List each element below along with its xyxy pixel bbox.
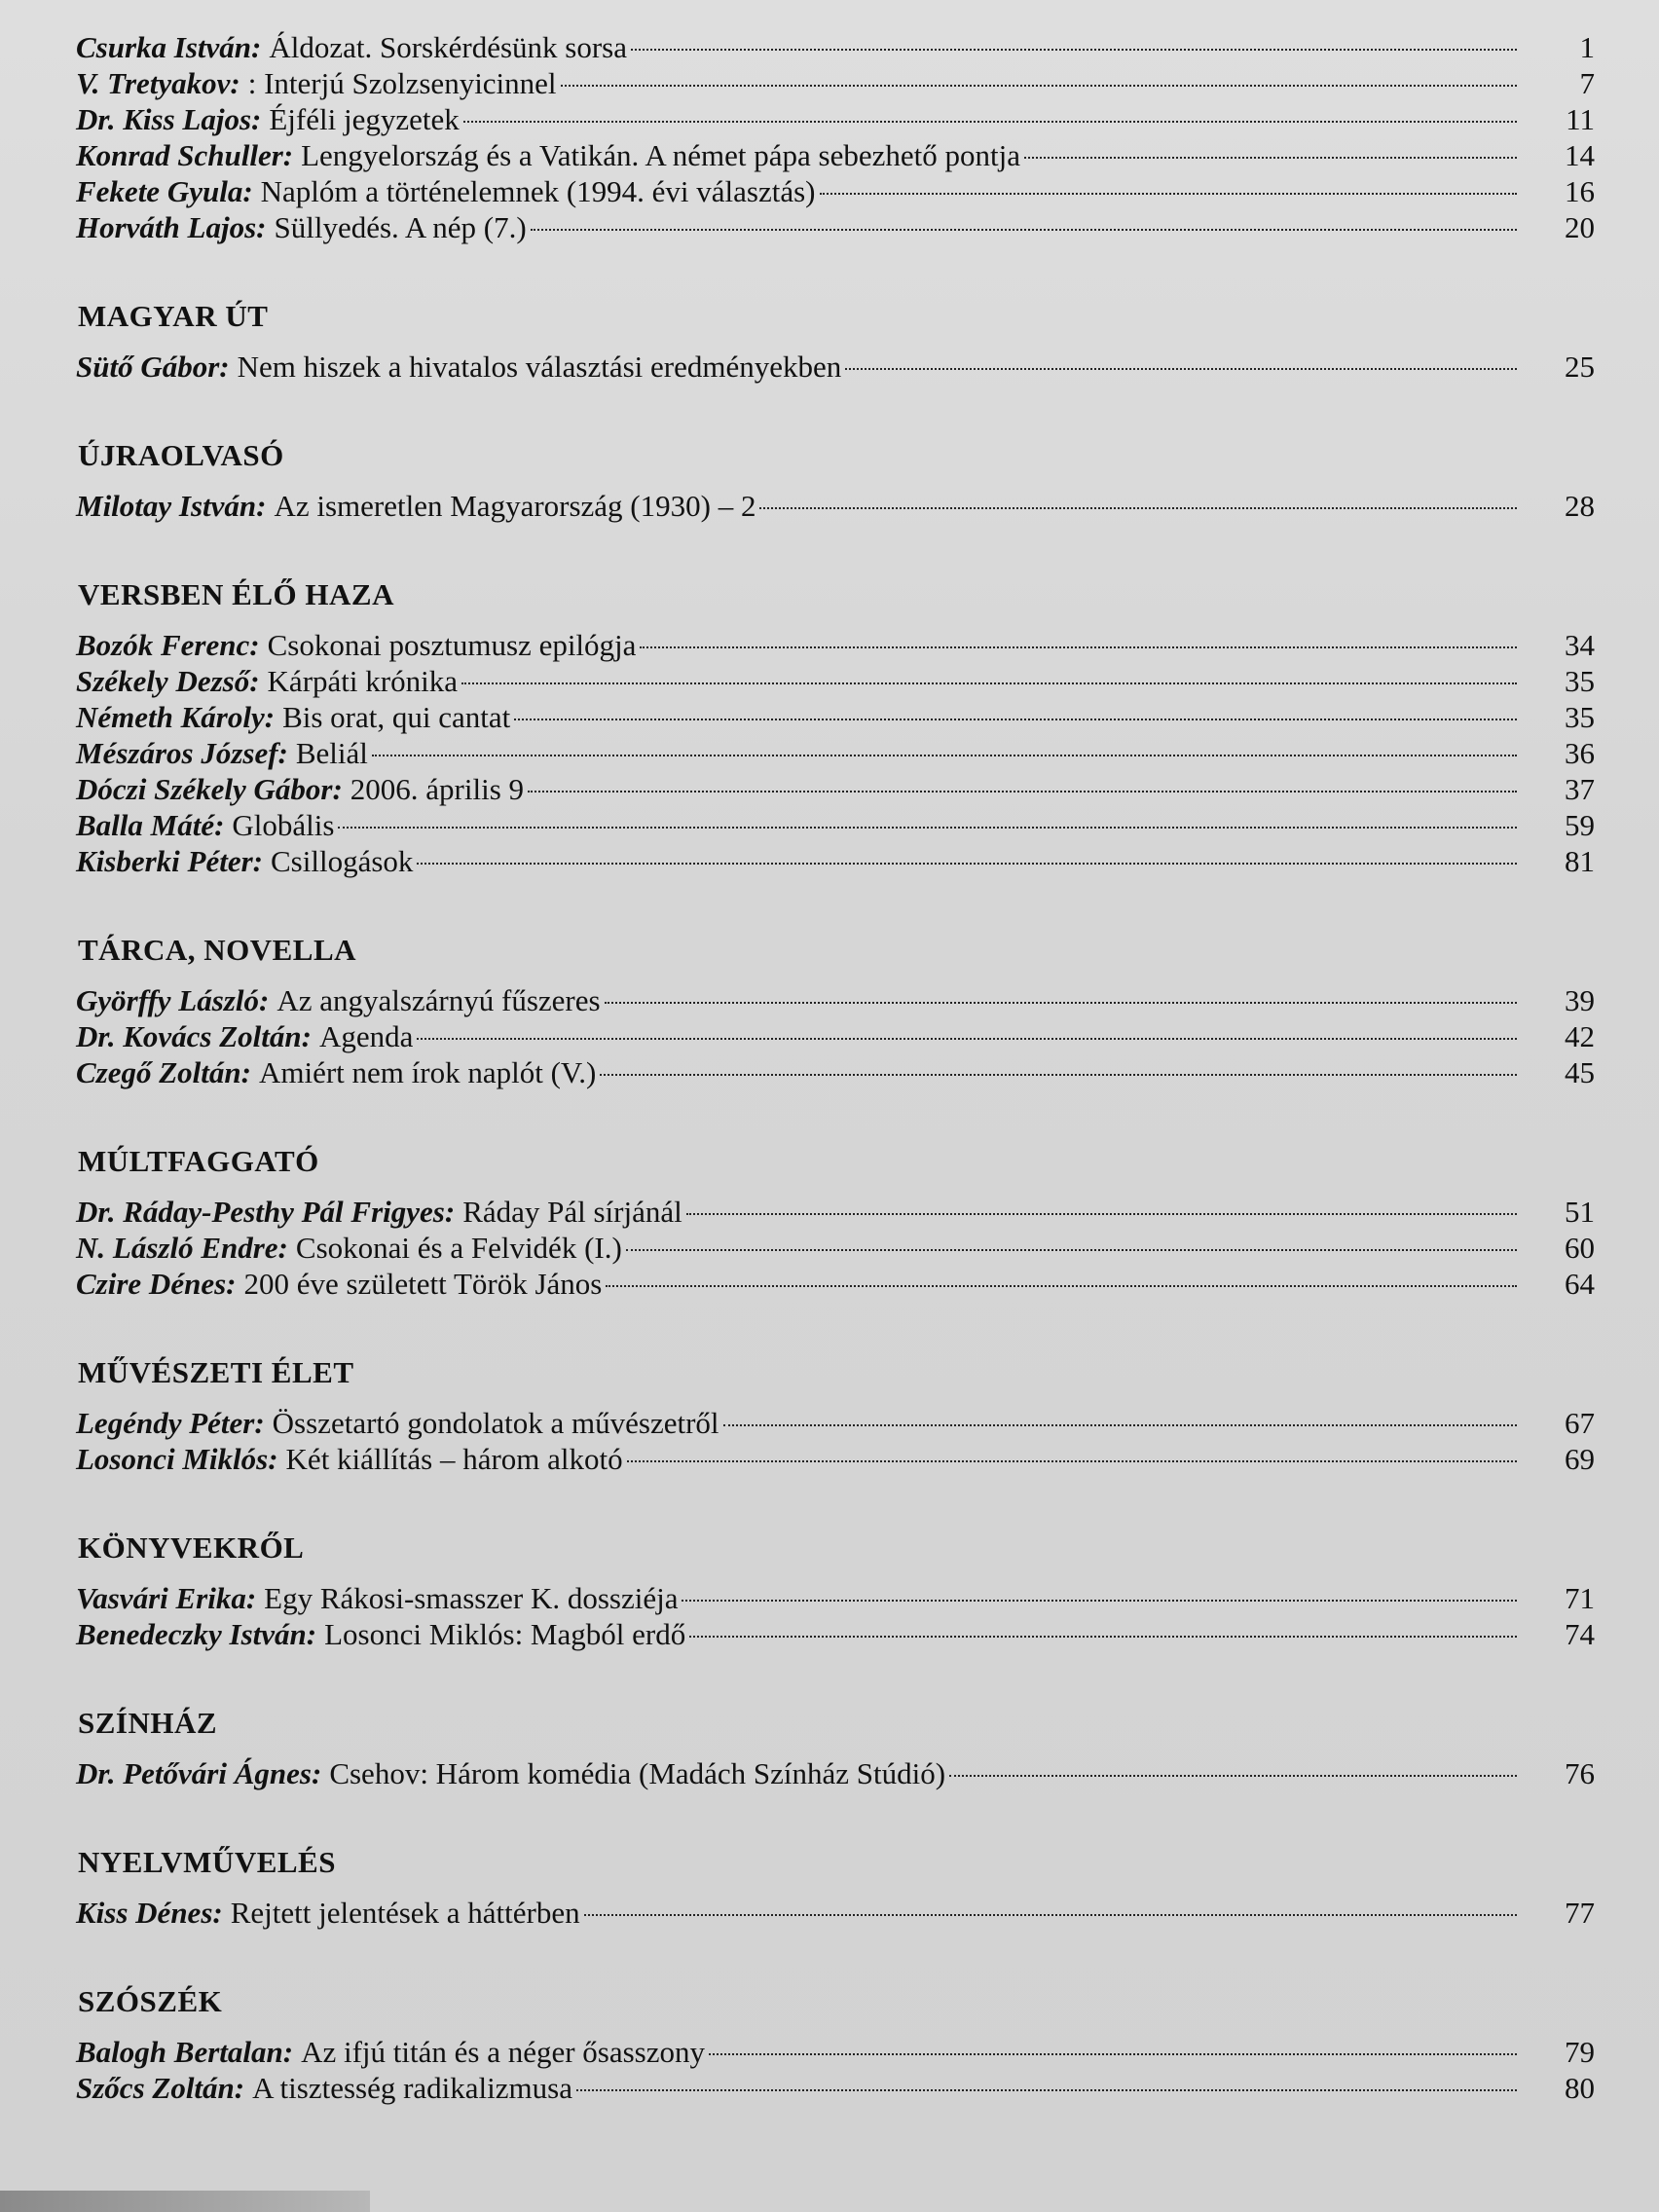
dot-leader: [709, 2053, 1517, 2055]
toc-section: [76, 1705, 1595, 1791]
dot-leader: [606, 1285, 1517, 1287]
toc-entry: [76, 137, 1595, 173]
entry-page-number: 71: [1565, 1581, 1595, 1615]
toc-section: [76, 298, 1595, 385]
dot-leader: [682, 1600, 1517, 1602]
entry-page-number: 37: [1565, 772, 1595, 806]
entry-author: Mészáros József:: [76, 736, 288, 770]
toc-section: [76, 437, 1595, 524]
dot-leader: [723, 1424, 1517, 1426]
entry-page-number: 76: [1565, 1756, 1595, 1790]
entry-title: Lengyelország és a Vatikán. A német pápa sebezhető pontja: [301, 138, 1020, 172]
entry-page-number: 51: [1565, 1195, 1595, 1229]
toc-entry: [76, 1230, 1595, 1266]
toc-entry: [76, 1266, 1595, 1302]
entry-title: Csokonai és a Felvidék (I.): [295, 1231, 622, 1265]
entry-title: Agenda: [318, 1019, 414, 1053]
entry-author: V. Tretyakov:: [76, 66, 240, 100]
section-spacer: [76, 1652, 1595, 1705]
section-heading: MŰVÉSZETI ÉLET: [78, 1355, 354, 1389]
toc-section: [76, 1354, 1595, 1477]
entry-page-number: 67: [1565, 1406, 1595, 1440]
entry-page-number: 14: [1565, 138, 1595, 172]
toc-entry: [76, 1616, 1595, 1652]
section-spacer: [76, 245, 1595, 298]
dot-leader: [461, 682, 1517, 684]
entry-page-number: 36: [1565, 736, 1595, 770]
entry-title: Áldozat. Sorskérdésünk sorsa: [269, 30, 627, 64]
section-spacer: [76, 1090, 1595, 1143]
entry-title: Losonci Miklós: Magból erdő: [324, 1617, 686, 1651]
toc-section: [76, 1530, 1595, 1652]
toc-entry: [76, 29, 1595, 65]
entry-author: Fekete Gyula:: [76, 174, 253, 208]
toc-entry: [76, 843, 1595, 879]
entry-page-number: 79: [1565, 2035, 1595, 2069]
bottom-edge-strip: [0, 2191, 370, 2212]
toc-section: [76, 1983, 1595, 2106]
entry-author: Horváth Lajos:: [76, 210, 267, 244]
dot-leader: [640, 646, 1517, 648]
toc-section: [76, 932, 1595, 1090]
entry-page-number: 35: [1565, 664, 1595, 698]
dot-leader: [463, 121, 1517, 123]
dot-leader: [845, 368, 1517, 370]
entry-title: Az ismeretlen Magyarország (1930) – 2: [274, 489, 756, 523]
entry-author: Dr. Petővári Ágnes:: [76, 1756, 322, 1790]
entry-title: Amiért nem írok naplót (V.): [258, 1055, 597, 1089]
toc-entry: [76, 173, 1595, 209]
toc-entry: [76, 1895, 1595, 1931]
entry-author: Kisberki Péter:: [76, 844, 263, 878]
dot-leader: [514, 719, 1517, 720]
entry-author: Györffy László:: [76, 983, 270, 1017]
dot-leader: [417, 863, 1517, 865]
entry-author: Legéndy Péter:: [76, 1406, 265, 1440]
entry-page-number: 42: [1565, 1019, 1595, 1053]
entry-title: Egy Rákosi-smasszer K. dossziéja: [264, 1581, 679, 1615]
entry-title: Kárpáti krónika: [267, 664, 458, 698]
entry-title: Beliál: [295, 736, 368, 770]
entry-page-number: 77: [1565, 1896, 1595, 1930]
entry-author: Sütő Gábor:: [76, 350, 230, 384]
entry-title: Globális: [232, 808, 335, 842]
entry-page-number: 45: [1565, 1055, 1595, 1089]
section-spacer: [76, 385, 1595, 437]
entry-author: N. László Endre:: [76, 1231, 288, 1265]
section-spacer: [76, 1302, 1595, 1354]
toc-entry: [76, 807, 1595, 843]
section-spacer: [76, 879, 1595, 932]
toc-entry: [76, 2034, 1595, 2070]
section-heading: TÁRCA, NOVELLA: [78, 933, 357, 967]
entry-title: 2006. április 9: [350, 772, 525, 806]
toc-entry: [76, 65, 1595, 101]
entry-page-number: 20: [1565, 210, 1595, 244]
toc-entry: [76, 982, 1595, 1018]
toc-entry: [76, 1405, 1595, 1441]
entry-author: Dr. Ráday-Pesthy Pál Frigyes:: [76, 1195, 456, 1229]
toc-entry: [76, 627, 1595, 663]
entry-title: Süllyedés. A nép (7.): [274, 210, 527, 244]
section-spacer: [76, 1477, 1595, 1530]
entry-title: Rejtett jelentések a háttérben: [230, 1896, 580, 1930]
entry-title: 200 éve született Török János: [243, 1267, 603, 1301]
section-heading: SZÓSZÉK: [78, 1984, 223, 2018]
entry-page-number: 39: [1565, 983, 1595, 1017]
entry-page-number: 59: [1565, 808, 1595, 842]
dot-leader: [600, 1074, 1517, 1076]
entry-page-number: 16: [1565, 174, 1595, 208]
entry-author: Czire Dénes:: [76, 1267, 237, 1301]
entry-page-number: 7: [1579, 66, 1595, 100]
toc-section: [76, 576, 1595, 879]
dot-leader: [686, 1213, 1517, 1215]
entry-author: Balogh Bertalan:: [76, 2035, 294, 2069]
section-spacer: [76, 1791, 1595, 1844]
entry-title: Két kiállítás – három alkotó: [285, 1442, 623, 1476]
entry-page-number: 34: [1565, 628, 1595, 662]
dot-leader: [417, 1038, 1517, 1040]
dot-leader: [820, 193, 1518, 195]
dot-leader: [372, 755, 1517, 756]
toc-entry: [76, 101, 1595, 137]
toc-entry: [76, 1755, 1595, 1791]
toc-entry: [76, 2070, 1595, 2106]
entry-title: Csokonai posztumusz epilógja: [267, 628, 637, 662]
entry-title: Összetartó gondolatok a művészetről: [272, 1406, 719, 1440]
dot-leader: [531, 229, 1517, 231]
dot-leader: [338, 827, 1517, 829]
toc-entry: [76, 1018, 1595, 1054]
toc-entry: [76, 663, 1595, 699]
toc-section: [76, 1143, 1595, 1302]
toc-section: [76, 1844, 1595, 1931]
entry-page-number: 1: [1579, 30, 1595, 64]
dot-leader: [631, 49, 1517, 51]
dot-leader: [576, 2089, 1517, 2091]
dot-leader: [689, 1636, 1517, 1638]
entry-title: Éjféli jegyzetek: [269, 102, 460, 136]
entry-author: Dóczi Székely Gábor:: [76, 772, 343, 806]
entry-page-number: 80: [1565, 2071, 1595, 2105]
entry-page-number: 69: [1565, 1442, 1595, 1476]
entry-author: Csurka István:: [76, 30, 262, 64]
entry-author: Németh Károly:: [76, 700, 276, 734]
entry-author: Milotay István:: [76, 489, 267, 523]
entry-page-number: 60: [1565, 1231, 1595, 1265]
entry-page-number: 25: [1565, 350, 1595, 384]
toc-entry: [76, 1194, 1595, 1230]
dot-leader: [584, 1914, 1517, 1916]
section-heading: SZÍNHÁZ: [78, 1706, 218, 1740]
toc-entry: [76, 1441, 1595, 1477]
entry-author: Czegő Zoltán:: [76, 1055, 251, 1089]
section-heading: MÚLTFAGGATÓ: [78, 1144, 319, 1178]
entry-page-number: 64: [1565, 1267, 1595, 1301]
section-heading: VERSBEN ÉLŐ HAZA: [78, 577, 394, 611]
entry-author: Dr. Kiss Lajos:: [76, 102, 262, 136]
entry-page-number: 11: [1566, 102, 1595, 136]
entry-title: Nem hiszek a hivatalos választási eredményekben: [237, 350, 842, 384]
entry-title: Bis orat, qui cantat: [282, 700, 511, 734]
section-spacer: [76, 524, 1595, 576]
section-spacer: [76, 1931, 1595, 1983]
toc-entry: [76, 1580, 1595, 1616]
section-heading: ÚJRAOLVASÓ: [78, 438, 284, 472]
entry-title: Csillogások: [271, 844, 414, 878]
entry-page-number: 28: [1565, 489, 1595, 523]
entry-title: Csehov: Három komédia (Madách Színház Stúdió): [329, 1756, 946, 1790]
entry-author: Benedeczky István:: [76, 1617, 317, 1651]
entry-author: Balla Máté:: [76, 808, 225, 842]
toc-entry: [76, 1054, 1595, 1090]
toc-entry: [76, 699, 1595, 735]
entry-title: Az ifjú titán és a néger ősasszony: [301, 2035, 706, 2069]
toc-entry: [76, 488, 1595, 524]
table-of-contents: [76, 29, 1595, 2106]
entry-title: Naplóm a történelemnek (1994. évi választás): [260, 174, 816, 208]
entry-title: : Interjú Szolzsenyicinnel: [247, 66, 557, 100]
entry-author: Konrad Schuller:: [76, 138, 294, 172]
toc-entry: [76, 349, 1595, 385]
toc-section: [76, 29, 1595, 245]
entry-author: Kiss Dénes:: [76, 1896, 223, 1930]
entry-author: Losonci Miklós:: [76, 1442, 278, 1476]
dot-leader: [759, 507, 1517, 509]
dot-leader: [605, 1002, 1517, 1004]
toc-entry: [76, 771, 1595, 807]
entry-page-number: 74: [1565, 1617, 1595, 1651]
section-heading: MAGYAR ÚT: [78, 299, 269, 333]
entry-author: Székely Dezső:: [76, 664, 260, 698]
entry-author: Dr. Kovács Zoltán:: [76, 1019, 312, 1053]
section-heading: NYELVMŰVELÉS: [78, 1845, 336, 1879]
dot-leader: [626, 1249, 1517, 1251]
dot-leader: [627, 1460, 1517, 1462]
toc-entry: [76, 209, 1595, 245]
entry-page-number: 35: [1565, 700, 1595, 734]
entry-author: Bozók Ferenc:: [76, 628, 260, 662]
toc-entry: [76, 735, 1595, 771]
dot-leader: [949, 1775, 1517, 1777]
entry-title: A tisztesség radikalizmusa: [252, 2071, 572, 2105]
entry-author: Szőcs Zoltán:: [76, 2071, 245, 2105]
section-heading: KÖNYVEKRŐL: [78, 1530, 305, 1565]
entry-author: Vasvári Erika:: [76, 1581, 257, 1615]
entry-page-number: 81: [1565, 844, 1595, 878]
entry-title: Ráday Pál sírjánál: [462, 1195, 682, 1229]
dot-leader: [1024, 157, 1517, 159]
dot-leader: [528, 791, 1517, 793]
dot-leader: [561, 85, 1517, 87]
entry-title: Az angyalszárnyú fűszeres: [276, 983, 601, 1017]
